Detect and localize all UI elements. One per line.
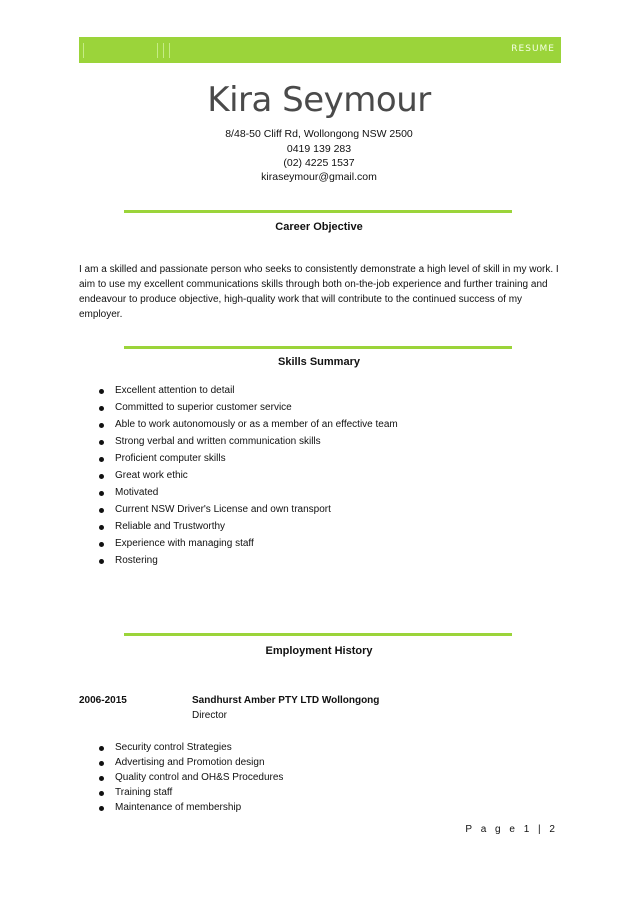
bullet-icon xyxy=(99,791,104,796)
list-item-text: Great work ethic xyxy=(115,470,188,481)
job-company: Sandhurst Amber PTY LTD Wollongong xyxy=(192,695,380,706)
bullet-icon xyxy=(99,474,104,479)
page-number xyxy=(465,824,558,835)
list-item xyxy=(79,433,398,450)
employment-history-heading: Employment History xyxy=(265,645,373,657)
list-item-text: Current NSW Driver's License and own transport xyxy=(115,504,331,515)
bullet-icon xyxy=(99,525,104,530)
bullet-icon xyxy=(99,559,104,564)
list-item xyxy=(79,535,398,552)
phone-mobile: 0419 139 283 xyxy=(286,143,352,155)
list-item xyxy=(79,467,398,484)
page-count: 1 | 2 xyxy=(523,824,558,835)
person-name: Kira Seymour xyxy=(207,80,431,120)
job-dates: 2006-2015 xyxy=(79,695,127,706)
list-item-text: Advertising and Promotion design xyxy=(115,757,265,768)
header-bar xyxy=(79,37,561,63)
header-decoration xyxy=(83,43,84,58)
bullet-icon xyxy=(99,423,104,428)
list-item xyxy=(79,740,283,755)
list-item-text: Motivated xyxy=(115,487,159,498)
list-item xyxy=(79,800,283,815)
bullet-icon xyxy=(99,389,104,394)
section-divider xyxy=(124,633,512,636)
phone-landline: (02) 4225 1537 xyxy=(283,157,355,169)
bullet-icon xyxy=(99,491,104,496)
bullet-icon xyxy=(99,440,104,445)
list-item-text: Excellent attention to detail xyxy=(115,385,235,396)
list-item xyxy=(79,450,398,467)
job-role: Director xyxy=(192,710,228,721)
list-item-text: Experience with managing staff xyxy=(115,538,254,549)
list-item xyxy=(79,484,398,501)
header-decoration xyxy=(157,43,158,58)
list-item xyxy=(79,755,283,770)
list-item-text: Maintenance of membership xyxy=(115,802,242,813)
bullet-icon xyxy=(99,761,104,766)
section-divider xyxy=(124,210,512,213)
page-label: P a g e xyxy=(465,824,518,835)
address: 8/48-50 Cliff Rd, Wollongong NSW 2500 xyxy=(225,128,413,140)
skills-summary-heading: Skills Summary xyxy=(278,356,360,368)
header-decoration xyxy=(169,43,170,58)
list-item xyxy=(79,552,398,569)
bullet-icon xyxy=(99,508,104,513)
list-item-text: Rostering xyxy=(115,555,158,566)
header-label: RESUME xyxy=(511,44,555,54)
list-item-text: Quality control and OH&S Procedures xyxy=(115,772,284,783)
list-item xyxy=(79,770,283,785)
list-item-text: Proficient computer skills xyxy=(115,453,226,464)
list-item-text: Strong verbal and written communication skills xyxy=(115,436,321,447)
list-item-text: Reliable and Trustworthy xyxy=(115,521,226,532)
list-item xyxy=(79,785,283,800)
bullet-icon xyxy=(99,457,104,462)
list-item xyxy=(79,501,398,518)
bullet-icon xyxy=(99,406,104,411)
job-duties-list xyxy=(79,740,283,815)
list-item-text: Committed to superior customer service xyxy=(115,402,292,413)
list-item xyxy=(79,416,398,433)
list-item xyxy=(79,399,398,416)
section-divider xyxy=(124,346,512,349)
header-decoration xyxy=(163,43,164,58)
list-item-text: Training staff xyxy=(115,787,173,798)
bullet-icon xyxy=(99,776,104,781)
career-objective-heading: Career Objective xyxy=(275,221,363,233)
list-item-text: Security control Strategies xyxy=(115,742,232,753)
list-item xyxy=(79,518,398,535)
bullet-icon xyxy=(99,746,104,751)
career-objective-text: I am a skilled and passionate person who seeks to consistently demonstrate a high level of skill in my work. I aim to use my excellent communications skills through both on-the-job experience and further training and endeavour to produce objective, high-quality work that will contribute to the continued success of my employer. xyxy=(79,264,559,320)
list-item xyxy=(79,382,398,399)
skills-list xyxy=(79,382,398,569)
bullet-icon xyxy=(99,806,104,811)
list-item-text: Able to work autonomously or as a member of an effective team xyxy=(115,419,398,430)
email[interactable]: kiraseymour@gmail.com xyxy=(261,171,377,183)
bullet-icon xyxy=(99,542,104,547)
